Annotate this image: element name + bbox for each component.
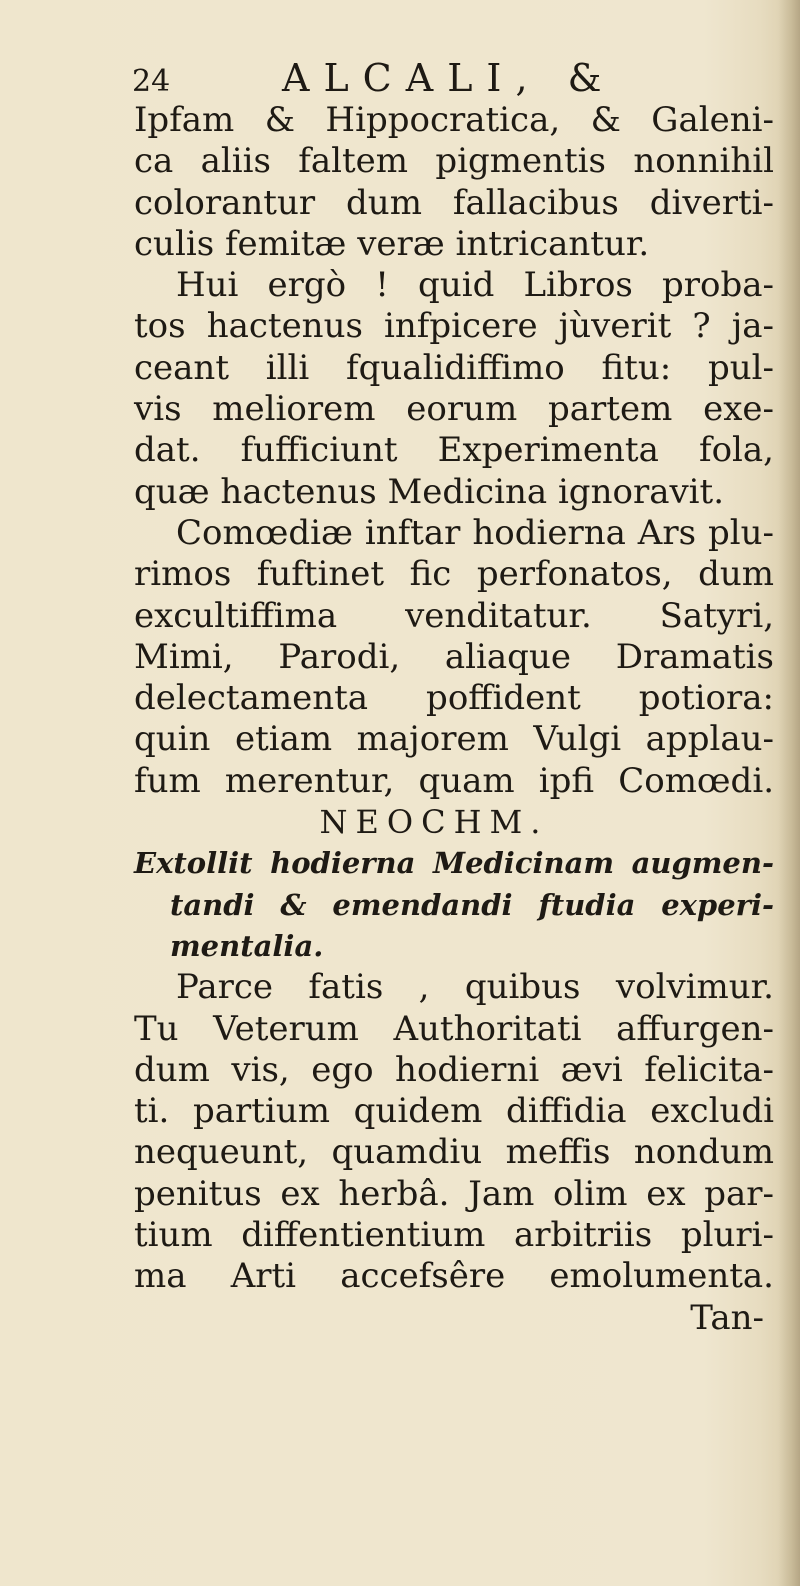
text-line: culis femitæ veræ intricantur. (134, 223, 650, 264)
running-title: ALCALI, & (282, 56, 616, 100)
text-line: tos hactenus infpicere jùverit ? ja- (134, 306, 774, 347)
text-line: dum vis, ego hodierni ævi felicita- (134, 1049, 774, 1090)
summary-line: tandi & emendandi ftudia experi- (170, 887, 774, 922)
text-line: ma Arti accefsêre emolumenta. (134, 1256, 774, 1297)
text-line: quæ hactenus Medicina ignoravit. (134, 471, 725, 512)
summary-line: Extollit hodierna Medicinam augmen- (134, 846, 774, 881)
text-line: Mimi, Parodi, aliaque Dramatis (134, 636, 774, 677)
text-line: Ipfam & Hippocratica, & Galeni- (134, 100, 774, 140)
text-line: nequeunt, quamdiu meffis nondum (134, 1132, 774, 1173)
text-line: ti. partium quidem diffidia excludi (134, 1091, 774, 1132)
catchword: Tan- (690, 1297, 764, 1338)
text-line: delectamenta poffident potiora: (134, 678, 774, 719)
text-line: Parce fatis , quibus volvimur. (176, 967, 774, 1008)
page-header (132, 58, 632, 98)
text-line: quin etiam majorem Vulgi applau- (134, 719, 774, 760)
text-line: ca aliis faltem pigmentis nonnihil (134, 141, 774, 182)
text-line: fum merentur, quam ipfi Comœdi. (134, 760, 774, 801)
text-line: rimos fuftinet fic perfonatos, dum (134, 554, 774, 595)
page-edge-shadow (778, 0, 800, 1586)
text-line: Tu Veterum Authoritati affurgen- (134, 1008, 774, 1049)
text-line: penitus ex herbâ. Jam olim ex par- (134, 1173, 774, 1214)
text-line: excultiffima venditatur. Satyri, (134, 595, 774, 636)
page-number: 24 (132, 64, 171, 99)
section-summary (134, 843, 774, 967)
text-line: vis meliorem eorum partem exe- (134, 389, 774, 430)
summary-line: mentalia. (170, 928, 324, 963)
section-heading: NEOCHM. (319, 803, 549, 842)
text-line: dat. fufficiunt Experimenta fola, (134, 430, 774, 471)
text-line: Comœdiæ inftar hodierna Ars plu- (176, 512, 774, 553)
text-line: colorantur dum fallacibus diverti- (134, 182, 774, 223)
text-line: tium diffentientium arbitriis pluri- (134, 1215, 774, 1256)
body-text (134, 100, 774, 1339)
text-line: Hui ergò ! quid Libros proba- (176, 265, 774, 306)
text-line: ceant illi fqualidiffimo fitu: pul- (134, 347, 774, 388)
